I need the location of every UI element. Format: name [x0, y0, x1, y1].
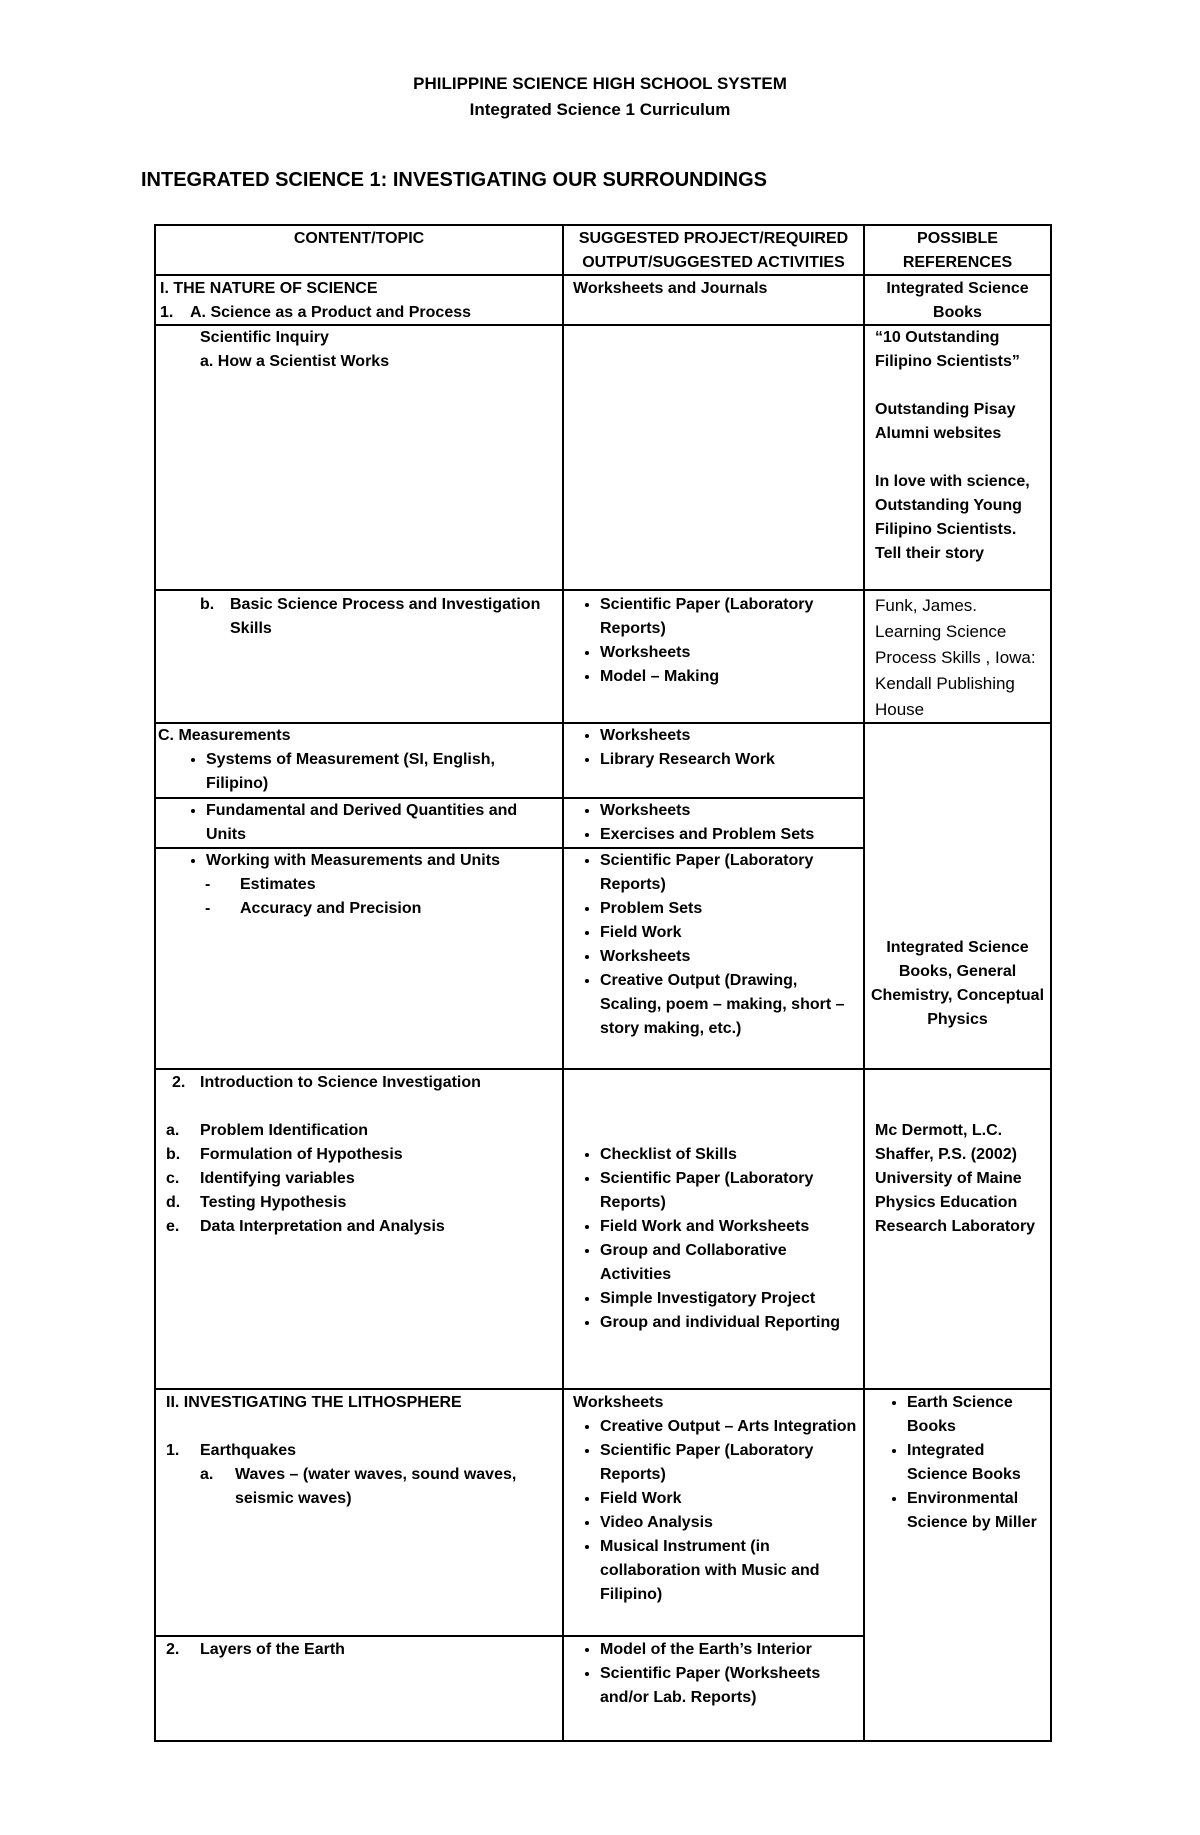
list-item: • Group and individual Reporting: [600, 1311, 861, 1335]
table-border-right: [1050, 224, 1052, 1742]
list-item: • Creative Output (Drawing, Scaling, poem – making, short – story making, etc.): [600, 969, 861, 1041]
activities-measurements: [566, 724, 861, 772]
column-header-references: POSSIBLE REFERENCES: [902, 230, 1013, 271]
topic-scientific-inquiry: Scientific Inquiry a. How a Scientist Works: [200, 329, 390, 370]
list-item: • Scientific Paper (Worksheets and/or Lab. Reports): [600, 1662, 861, 1710]
list-item: • Working with Measurements and Units: [206, 849, 560, 873]
references-scientific-inquiry: “10 Outstanding Filipino Scientists” Outstanding Pisay Alumni websites In love with science, Outstanding Young Filipino Scientists. Tell their story: [875, 329, 1030, 562]
list-item: • Simple Investigatory Project: [600, 1287, 861, 1311]
table-border-left: [154, 224, 156, 1742]
references-measurements: Integrated Science Books, General Chemistry, Conceptual Physics: [870, 939, 1045, 1028]
list-item: • Worksheets: [600, 724, 861, 748]
references-basic-science-process: Funk, James. Learning Science Process Skills , Iowa: Kendall Publishing House: [875, 596, 1036, 719]
row-divider: [154, 1068, 1052, 1070]
activities-layers-of-earth: [566, 1638, 861, 1710]
list-item: • Worksheets: [600, 945, 861, 969]
list-item: • Scientific Paper (Laboratory Reports): [600, 849, 861, 897]
topic-working-with-measurements: • Working with Measurements and Units - Estimates - Accuracy and Precision: [158, 849, 560, 921]
list-item: • Scientific Paper (Laboratory Reports): [600, 1167, 861, 1215]
list-item: • Scientific Paper (Laboratory Reports): [600, 1439, 861, 1487]
list-item: • Checklist of Skills: [600, 1143, 861, 1167]
activities-basic-science-process: [566, 593, 861, 689]
list-item: • Model of the Earth’s Interior: [600, 1638, 861, 1662]
list-item: • Earth Science Books: [907, 1391, 1048, 1439]
topic-lithosphere: II. INVESTIGATING THE LITHOSPHERE 1. Earthquakes a. Waves – (water waves, sound waves, seismic waves): [166, 1394, 517, 1507]
topic-science-investigation: 2. Introduction to Science Investigation a. Problem Identification b. Formulation of Hypothesis c. Identifying variables d. Testing Hypothesis e. Data Interpretation and Analysis: [166, 1074, 481, 1235]
topic-basic-science-process: b. Basic Science Process and Investigation Skills: [200, 596, 541, 637]
column-header-activities: SUGGESTED PROJECT/REQUIRED OUTPUT/SUGGESTED ACTIVITIES: [578, 230, 849, 271]
topic-nature-of-science: I. THE NATURE OF SCIENCE 1. A. Science as a Product and Process: [160, 280, 472, 321]
activities-fundamental-quantities: [566, 799, 861, 847]
list-item: • Environmental Science by Miller: [907, 1487, 1048, 1535]
table-divider-2: [863, 224, 865, 1742]
table-border-bottom: [154, 1740, 1052, 1742]
list-item: • Model – Making: [600, 665, 861, 689]
list-item: • Musical Instrument (in collaboration with Music and Filipino): [600, 1535, 861, 1607]
references-lithosphere: [867, 1391, 1048, 1535]
list-item: • Video Analysis: [600, 1511, 861, 1535]
column-header-topic: CONTENT/TOPIC: [293, 230, 425, 247]
list-item: • Creative Output – Arts Integration: [600, 1415, 861, 1439]
list-item: • Integrated Science Books: [907, 1439, 1048, 1487]
list-item: • Fundamental and Derived Quantities and Units: [206, 799, 560, 847]
list-item: • Scientific Paper (Laboratory Reports): [600, 593, 861, 641]
topic-measurements: C. Measurements • Systems of Measurement (SI, English, Filipino): [158, 724, 560, 796]
topic-fundamental-quantities: [158, 799, 560, 847]
references-science-investigation: Mc Dermott, L.C. Shaffer, P.S. (2002) University of Maine Physics Education Research Laboratory: [875, 1122, 1036, 1235]
list-item: • Worksheets: [600, 641, 861, 665]
row-divider: [154, 1388, 1052, 1390]
list-item: • Library Research Work: [600, 748, 861, 772]
activities-nature-of-science: Worksheets and Journals: [573, 280, 768, 297]
table-border-top: [154, 224, 1052, 226]
list-item: • Worksheets: [600, 799, 861, 823]
row-divider: [154, 1635, 864, 1637]
activities-science-investigation: [566, 1143, 861, 1335]
activities-working-with-measurements: [566, 849, 861, 1041]
references-nature-of-science: Integrated Science Books: [886, 280, 1029, 321]
row-divider: [154, 589, 1052, 591]
list-item: • Field Work: [600, 1487, 861, 1511]
list-item: • Group and Collaborative Activities: [600, 1239, 861, 1287]
list-item: • Systems of Measurement (SI, English, Filipino): [206, 748, 560, 796]
document-title: INTEGRATED SCIENCE 1: INVESTIGATING OUR SURROUNDINGS: [141, 169, 767, 191]
document-org-header: PHILIPPINE SCIENCE HIGH SCHOOL SYSTEM: [413, 74, 787, 93]
list-item: • Problem Sets: [600, 897, 861, 921]
activities-lithosphere: Worksheets • Creative Output – Arts Integration • Scientific Paper (Laboratory Reports) • Field Work • Video Analysis • Musical Instrument (in collaboration with Music and Filipino): [566, 1391, 861, 1607]
document-subtitle: Integrated Science 1 Curriculum: [469, 100, 731, 119]
topic-layers-of-earth: 2. Layers of the Earth: [166, 1641, 345, 1658]
list-item: • Exercises and Problem Sets: [600, 823, 861, 847]
table-divider-1: [562, 224, 564, 1742]
list-item: • Field Work: [600, 921, 861, 945]
list-item: • Field Work and Worksheets: [600, 1215, 861, 1239]
